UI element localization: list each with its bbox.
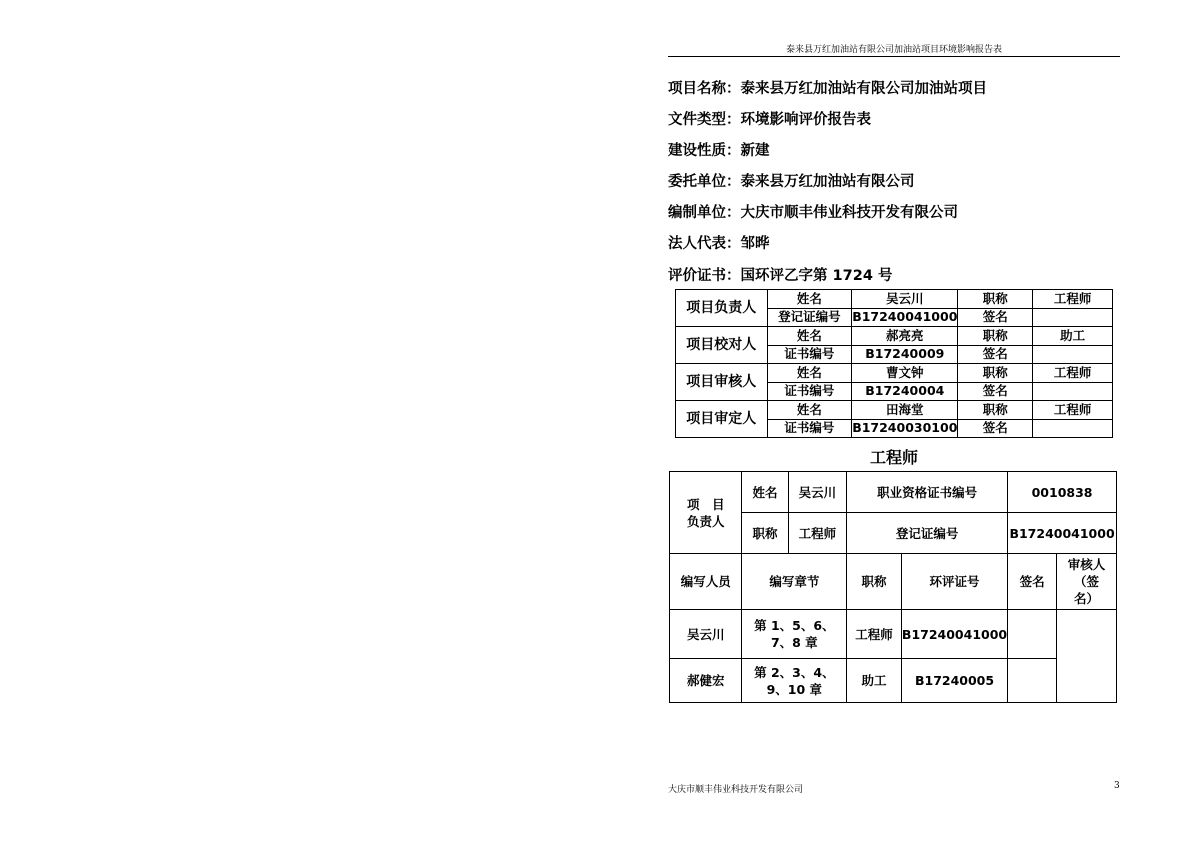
reviewer-header-line2: （签 <box>1074 574 1100 589</box>
signature-cell <box>1033 382 1113 401</box>
reviewer-signature-cell <box>1057 610 1117 703</box>
name-value: 田海堂 <box>852 401 958 420</box>
chapters-line1: 第 2、3、4、 <box>754 664 835 680</box>
role-cell: 项目审定人 <box>676 401 768 438</box>
table-row <box>670 610 1117 659</box>
table-row <box>676 290 1113 309</box>
qual-cert-value: 0010838 <box>1008 472 1117 513</box>
role-cell: 项目审核人 <box>676 364 768 401</box>
writer-title: 助工 <box>847 659 902 703</box>
role-cell: 项目负责人 <box>676 290 768 327</box>
cert-label: 证书编号 <box>767 419 852 438</box>
cert-value: B17240041000 <box>852 308 958 327</box>
leader-label-line2: 负责人 <box>686 513 725 529</box>
title-value: 工程师 <box>1033 290 1113 309</box>
title-label: 职称 <box>958 327 1033 346</box>
reviewer-header-line3: 名） <box>1074 591 1100 606</box>
eia-cert-header: 环评证号 <box>901 554 1007 610</box>
sign-label: 签名 <box>958 345 1033 364</box>
title-value: 工程师 <box>1033 364 1113 383</box>
title-value: 工程师 <box>1033 401 1113 420</box>
cert-value: B17240030100 <box>852 419 958 438</box>
title-label: 职称 <box>958 364 1033 383</box>
sign-label: 签名 <box>958 308 1033 327</box>
writer-header: 编写人员 <box>670 554 742 610</box>
construction-nature-line: 建设性质：新建 <box>668 143 770 159</box>
table-row <box>670 472 1117 513</box>
name-label: 姓名 <box>742 472 788 513</box>
name-label: 姓名 <box>767 364 852 383</box>
legal-representative-line: 法人代表：邹晔 <box>668 236 770 252</box>
name-label: 姓名 <box>767 401 852 420</box>
name-label: 姓名 <box>767 290 852 309</box>
writer-name: 郝健宏 <box>670 659 742 703</box>
title-label: 职称 <box>742 513 788 554</box>
page-header: 泰来县万红加油站有限公司加油站项目环境影响报告表 <box>785 45 1002 55</box>
title-value: 助工 <box>1033 327 1113 346</box>
evaluation-certificate-line: 评价证书：国环评乙字第 1724 号 <box>668 268 893 284</box>
members-section-title: 工程师 <box>869 448 918 467</box>
header-divider <box>668 56 1120 57</box>
chapters-cell <box>742 659 847 703</box>
members-table <box>669 471 1117 703</box>
reg-cert-label: 登记证编号 <box>847 513 1008 554</box>
writer-title: 工程师 <box>847 610 902 659</box>
name-value: 曹文钟 <box>852 364 958 383</box>
signature-cell <box>1033 308 1113 327</box>
reviewer-header <box>1057 554 1117 610</box>
writer-cert: B17240041000 <box>901 610 1007 659</box>
document-type-line: 文件类型：环境影响评价报告表 <box>668 112 871 128</box>
chapters-line2: 7、8 章 <box>770 635 818 650</box>
sign-label: 签名 <box>958 382 1033 401</box>
name-value: 吴云川 <box>852 290 958 309</box>
name-value: 吴云川 <box>788 472 847 513</box>
signature-cell <box>1033 419 1113 438</box>
title-label: 职称 <box>958 290 1033 309</box>
title-label: 职称 <box>958 401 1033 420</box>
cert-value: B17240004 <box>852 382 958 401</box>
writer-cert: B17240005 <box>901 659 1007 703</box>
table-row <box>676 364 1113 383</box>
chapters-line1: 第 1、5、6、 <box>754 618 835 633</box>
leader-label-line1: 项 目 <box>686 496 725 512</box>
chapters-cell <box>742 610 847 659</box>
reg-cert-value: B17240041000 <box>1008 513 1117 554</box>
name-value: 郝亮亮 <box>852 327 958 346</box>
qual-cert-label: 职业资格证书编号 <box>847 472 1008 513</box>
writer-name: 吴云川 <box>670 610 742 659</box>
cert-label: 证书编号 <box>767 345 852 364</box>
client-unit-line: 委托单位：泰来县万红加油站有限公司 <box>668 174 915 190</box>
page-number: 3 <box>1114 781 1120 791</box>
project-name-line: 项目名称：泰来县万红加油站有限公司加油站项目 <box>668 81 987 97</box>
table-row <box>670 659 1117 703</box>
signature-cell <box>1033 345 1113 364</box>
title-value: 工程师 <box>788 513 847 554</box>
table-row <box>670 554 1117 610</box>
reviewer-header-line1: 审核人 <box>1067 557 1106 572</box>
signature-cell <box>1008 659 1057 703</box>
title-header: 职称 <box>847 554 902 610</box>
cert-label: 证书编号 <box>767 382 852 401</box>
personnel-table <box>675 289 1113 438</box>
chapters-header: 编写章节 <box>742 554 847 610</box>
sign-header: 签名 <box>1008 554 1057 610</box>
compiler-unit-line: 编制单位：大庆市顺丰伟业科技开发有限公司 <box>668 205 958 221</box>
cert-value: B17240009 <box>852 345 958 364</box>
signature-cell <box>1008 610 1057 659</box>
footer-company: 大庆市顺丰伟业科技开发有限公司 <box>668 785 804 795</box>
sign-label: 签名 <box>958 419 1033 438</box>
name-label: 姓名 <box>767 327 852 346</box>
role-cell: 项目校对人 <box>676 327 768 364</box>
chapters-line2: 9、10 章 <box>766 681 823 697</box>
cert-label: 登记证编号 <box>767 308 852 327</box>
leader-label-cell <box>670 472 742 554</box>
table-row <box>676 327 1113 346</box>
table-row <box>676 401 1113 420</box>
